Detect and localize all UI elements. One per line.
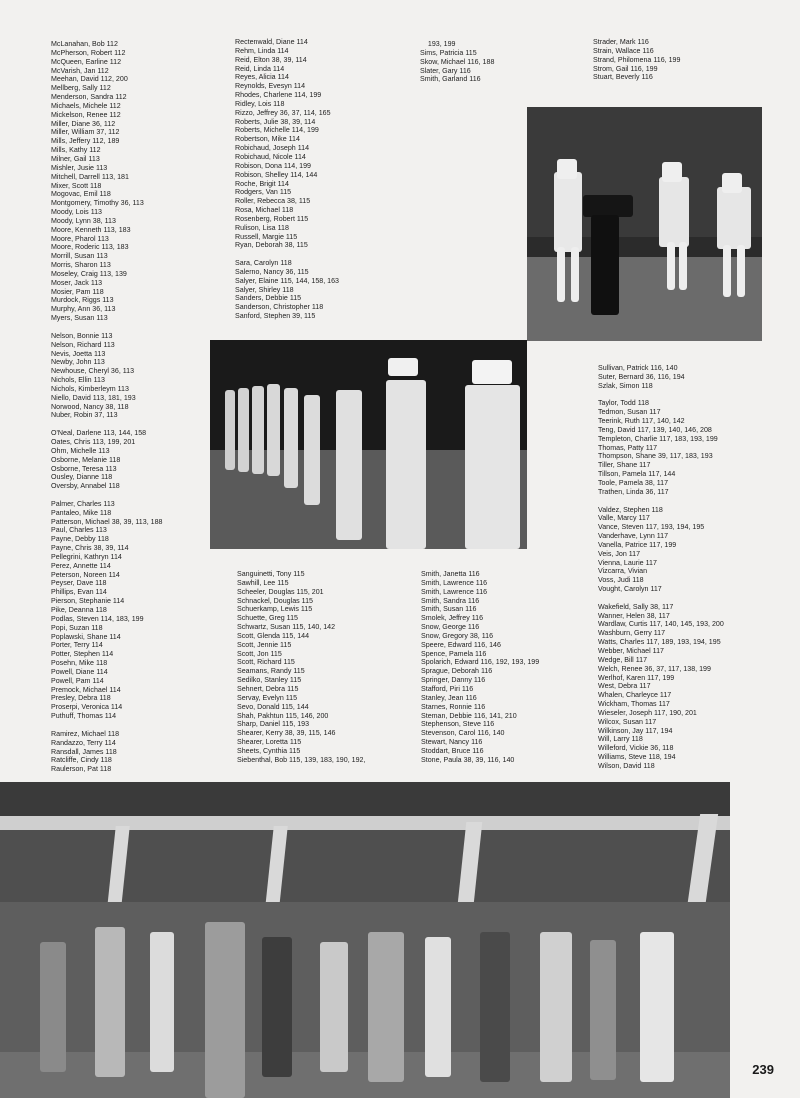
index-entry: Werlhof, Karen 117, 199 [598, 673, 675, 682]
index-entry: Stuart, Beverly 116 [593, 73, 653, 82]
index-entry: Valle, Marcy 117 [598, 514, 650, 523]
index-entry: Smith, Lawrence 116 [421, 578, 488, 587]
index-entry: Mogovac, Emil 118 [51, 190, 111, 199]
index-entry: Moody, Lois 113 [51, 208, 102, 217]
index-entry: Tedmon, Susan 117 [598, 408, 661, 417]
index-entry: Oates, Chris 113, 199, 201 [51, 437, 136, 446]
index-entry: Podlas, Steven 114, 183, 199 [51, 614, 144, 623]
index-entry: Servay, Evelyn 115 [237, 693, 298, 702]
index-entry: Steman, Debbie 116, 141, 210 [421, 711, 517, 720]
index-entry: Patterson, Michael 38, 39, 113, 188 [51, 517, 163, 526]
index-entry: Sheets, Cynthia 115 [237, 746, 301, 755]
index-entry: Washburn, Gerry 117 [598, 629, 666, 638]
index-entry: Wakefield, Sally 38, 117 [598, 602, 674, 611]
index-entry: Springer, Danny 116 [421, 676, 486, 685]
index-entry: Roller, Rebecca 38, 115 [235, 197, 311, 206]
index-entry: Phillips, Evan 114 [51, 588, 107, 597]
index-entry: Porter, Terry 114 [51, 641, 103, 650]
index-entry: Smolek, Jeffrey 116 [421, 614, 484, 623]
index-entry: Ryan, Deborah 38, 115 [235, 241, 308, 250]
index-entry: Strand, Philomena 116, 199 [593, 55, 681, 64]
index-entry: Siebenthal, Bob 115, 139, 183, 190, 192, [237, 755, 366, 764]
index-entry: Smith, Susan 116 [421, 605, 477, 614]
index-entry: Scott, Jon 115 [237, 649, 282, 658]
index-entry: Ohm, Michelle 113 [51, 446, 110, 455]
marching-band-photo [210, 340, 527, 549]
index-entry: Murphy, Ann 36, 113 [51, 305, 116, 314]
index-entry: Nevis, Joetta 113 [51, 349, 106, 358]
index-entry: McQueen, Earline 112 [51, 57, 122, 66]
index-entry: Mixer, Scott 118 [51, 181, 102, 190]
index-entry: Scheeler, Douglas 115, 201 [237, 587, 324, 596]
index-entry: Reynolds, Evesyn 114 [235, 82, 306, 91]
index-entry: Osborne, Teresa 113 [51, 464, 117, 473]
index-entry: Myers, Susan 113 [51, 314, 108, 323]
index-entry: Potter, Stephen 114 [51, 650, 114, 659]
index-entry: Mosier, Pam 118 [51, 287, 104, 296]
index-entry: Slater, Gary 116 [420, 66, 471, 75]
index-entry: Sharp, Daniel 115, 193 [237, 720, 310, 729]
index-entry: Scott, Richard 115 [237, 658, 295, 667]
index-entry: Szlak, Simon 118 [598, 381, 653, 390]
index-entry: Welch, Renee 36, 37, 117, 138, 199 [598, 664, 711, 673]
index-entry: Payne, Debby 118 [51, 535, 109, 544]
index-entry: Roberts, Michelle 114, 199 [235, 126, 319, 135]
index-entry: Moore, Roderic 113, 183 [51, 243, 129, 252]
index-entry: Osborne, Melanie 118 [51, 455, 121, 464]
index-entry: Premock, Michael 114 [51, 685, 121, 694]
index-entry: Stewart, Nancy 116 [421, 738, 483, 747]
index-entry: Wilcox, Susan 117 [598, 717, 657, 726]
index-entry: Morrill, Susan 113 [51, 252, 108, 261]
index-entry: Schuette, Greg 115 [237, 614, 298, 623]
index-entry: Robichaud, Nicole 114 [235, 152, 306, 161]
index-entry: Tiller, Shane 117 [598, 461, 651, 470]
index-entry: Meehan, David 112, 200 [51, 75, 128, 84]
index-entry: McLanahan, Bob 112 [51, 40, 118, 48]
index-entry: Sehnert, Debra 115 [237, 684, 299, 693]
index-entry: Stephenson, Steve 116 [421, 720, 495, 729]
index-entry: Teng, David 117, 139, 140, 146, 208 [598, 425, 712, 434]
index-entry: Vienna, Laurie 117 [598, 558, 657, 567]
index-entry: Peyser, Dave 118 [51, 579, 107, 588]
index-entry: Wilkinson, Jay 117, 194 [598, 726, 673, 735]
index-entry: Spolarich, Edward 116, 192, 193, 199 [421, 658, 540, 667]
index-entry: O'Neal, Darlene 113, 144, 158 [51, 429, 147, 438]
index-entry: Nichols, Kimberleym 113 [51, 384, 129, 393]
index-entry: Teerink, Ruth 117, 140, 142 [598, 417, 685, 426]
index-entry: Miller, Diane 36, 112 [51, 119, 116, 128]
index-entry: Robison, Shelley 114, 144 [235, 170, 318, 179]
index-entry: Montgomery, Timothy 36, 113 [51, 199, 144, 208]
index-entry: Sullivan, Patrick 116, 140 [598, 364, 678, 372]
index-entry: Templeton, Charlie 117, 183, 193, 199 [598, 434, 718, 443]
index-entry: Oversby, Annabel 118 [51, 482, 120, 491]
index-column-4 [420, 40, 494, 84]
index-entry: Snow, Gregory 38, 116 [421, 631, 494, 640]
index-entry: Stevenson, Carol 116, 140 [421, 729, 505, 738]
index-entry: Stone, Paula 38, 39, 116, 140 [421, 755, 515, 764]
index-entry: Perez, Annette 114 [51, 561, 111, 570]
index-entry: Stafford, Piri 116 [421, 684, 474, 693]
index-entry: Menderson, Sandra 112 [51, 93, 127, 102]
index-entry: Pellegrini, Kathryn 114 [51, 552, 122, 561]
index-entry: Mellberg, Sally 112 [51, 84, 111, 93]
index-entry: Stanley, Jean 116 [421, 693, 477, 702]
index-entry: Smith, Garland 116 [420, 75, 481, 84]
index-entry: Valdez, Stephen 118 [598, 505, 663, 514]
index-entry: Spence, Pamela 116 [421, 649, 487, 658]
index-entry: Roche, Brigit 114 [235, 179, 289, 188]
index-entry: Tillson, Pamela 117, 144 [598, 470, 676, 479]
index-entry: Wieseler, Joseph 117, 190, 201 [598, 708, 697, 717]
index-entry: Moody, Lynn 38, 113 [51, 216, 116, 225]
index-entry: Smith, Janetta 116 [421, 570, 480, 578]
index-entry: Raulerson, Pat 118 [51, 765, 112, 774]
index-entry: Posehn, Mike 118 [51, 659, 108, 668]
index-entry: Sara, Carolyn 118 [235, 259, 292, 268]
index-entry: Sanderson, Christopher 118 [235, 303, 324, 312]
index-entry: Strader, Mark 116 [593, 38, 649, 46]
index-entry: Strain, Wallace 116 [593, 46, 654, 55]
index-entry: Whalen, Charleyce 117 [598, 691, 672, 700]
index-entry: Powell, Pam 114 [51, 676, 104, 685]
index-entry: Vance, Steven 117, 193, 194, 195 [598, 523, 705, 532]
index-entry: Reyes, Alicia 114 [235, 73, 289, 82]
index-entry: Wardlaw, Curtis 117, 140, 145, 193, 200 [598, 620, 724, 629]
index-entry: Proserpi, Veronica 114 [51, 703, 123, 712]
index-entry: Newby, John 113 [51, 358, 105, 367]
majorettes-photo [527, 107, 762, 341]
index-entry: Rehm, Linda 114 [235, 46, 289, 55]
index-entry: Rosa, Michael 118 [235, 206, 294, 215]
index-entry: Puthuff, Thomas 114 [51, 712, 117, 721]
index-entry: McVarish, Jan 112 [51, 66, 109, 75]
index-column-6 [593, 38, 680, 82]
index-entry: Pierson, Stephanie 114 [51, 597, 125, 606]
index-entry: Sanguinetti, Tony 115 [237, 570, 305, 578]
index-entry: Miller, William 37, 112 [51, 128, 120, 137]
index-entry: Pike, Deanna 118 [51, 606, 107, 614]
index-entry: Robertson, Mike 114 [235, 135, 300, 144]
index-entry: Shearer, Loretta 115 [237, 738, 302, 747]
index-entry: Michaels, Michele 112 [51, 101, 121, 110]
index-entry: Watts, Charles 117, 189, 193, 194, 195 [598, 638, 721, 647]
index-entry: Shearer, Kerry 38, 39, 115, 146 [237, 729, 336, 738]
index-entry: Palmer, Charles 113 [51, 499, 115, 508]
index-entry: McPherson, Robert 112 [51, 48, 126, 57]
index-entry: Russell, Margie 115 [235, 232, 298, 241]
index-entry: Mitchell, Darrell 113, 181 [51, 172, 129, 181]
index-entry: Rodgers, Van 115 [235, 188, 292, 197]
index-entry: Sims, Patricia 115 [420, 48, 477, 57]
index-entry: Sanders, Debbie 115 [235, 294, 302, 303]
index-entry: Stoddart, Bruce 116 [421, 746, 484, 755]
index-entry: Seamans, Randy 115 [237, 667, 305, 676]
index-entry: Moser, Jack 113 [51, 278, 103, 287]
index-column-5 [421, 570, 539, 765]
index-entry: Sprague, Deborah 116 [421, 667, 493, 676]
index-entry: Nelson, Bonnie 113 [51, 331, 113, 340]
index-entry: Ramirez, Michael 118 [51, 729, 120, 738]
index-entry: Salyer, Elaine 115, 144, 158, 163 [235, 276, 339, 285]
index-entry: 193, 199 [420, 40, 456, 48]
index-entry: Starnes, Ronnie 116 [421, 702, 486, 711]
index-entry: Skow, Michael 116, 188 [420, 57, 495, 66]
index-entry: Murdock, Riggs 113 [51, 296, 114, 305]
index-entry: Rhodes, Charlene 114, 199 [235, 91, 322, 100]
index-entry: Popi, Suzan 118 [51, 623, 103, 632]
index-entry: Nuber, Robin 37, 113 [51, 411, 118, 420]
index-column-3 [237, 570, 365, 765]
index-entry: Voss, Judi 118 [598, 576, 644, 585]
index-entry: West, Debra 117 [598, 682, 651, 691]
index-entry: Wanner, Helen 38, 117 [598, 611, 670, 620]
index-entry: Rizzo, Jeffrey 36, 37, 114, 165 [235, 108, 331, 117]
index-entry: Moore, Kenneth 113, 183 [51, 225, 131, 234]
index-entry: Ridley, Lois 118 [235, 99, 285, 108]
index-entry: Mickelson, Renee 112 [51, 110, 121, 119]
index-entry: Scott, Jennie 115 [237, 640, 292, 649]
index-entry: Rosenberg, Robert 115 [235, 214, 309, 223]
index-entry: Trathen, Linda 36, 117 [598, 487, 669, 496]
index-entry: Toole, Pamela 38, 117 [598, 478, 669, 487]
index-entry: Webber, Michael 117 [598, 647, 664, 655]
index-entry: Niello, David 113, 181, 193 [51, 393, 136, 402]
index-entry: Morris, Sharon 113 [51, 261, 111, 270]
index-entry: Snow, George 116 [421, 623, 480, 632]
index-entry: Mills, Jeffery 112, 189 [51, 137, 120, 146]
index-entry: Pantaleo, Mike 118 [51, 508, 112, 517]
index-entry: Suter, Bernard 36, 116, 194 [598, 372, 685, 381]
index-entry: Presley, Debra 118 [51, 694, 111, 703]
index-entry: Smith, Lawrence 116 [421, 587, 488, 596]
index-entry: Sanford, Stephen 39, 115 [235, 312, 316, 321]
index-entry: Moore, Pharol 113 [51, 234, 109, 243]
index-entry: Poplawski, Shane 114 [51, 632, 121, 641]
index-entry: Randazzo, Terry 114 [51, 738, 116, 747]
index-entry: Will, Larry 118 [598, 735, 643, 744]
index-entry: Norwood, Nancy 38, 118 [51, 402, 129, 411]
index-entry: Ransdall, James 118 [51, 747, 117, 756]
index-entry: Vizcarra, Vivian [598, 567, 648, 576]
index-entry: Rectenwald, Diane 114 [235, 38, 308, 46]
index-entry: Shah, Pakhtun 115, 146, 200 [237, 711, 329, 720]
index-entry: Veis, Jon 117 [598, 549, 641, 558]
index-entry: Ratcliffe, Cindy 118 [51, 756, 112, 765]
index-entry: Thompson, Shane 39, 117, 183, 193 [598, 452, 713, 461]
index-entry: Payne, Chris 38, 39, 114 [51, 544, 129, 553]
index-entry: Milner, Gail 113 [51, 154, 100, 163]
index-entry: Robison, Dona 114, 199 [235, 161, 311, 170]
index-entry: Schnackel, Douglas 115 [237, 596, 313, 605]
index-entry: Newhouse, Cheryl 36, 113 [51, 367, 135, 376]
index-entry: Rulison, Lisa 118 [235, 223, 289, 232]
index-entry: Reid, Elton 38, 39, 114 [235, 55, 307, 64]
index-entry: Salerno, Nancy 36, 115 [235, 267, 309, 276]
index-entry: Mills, Kathy 112 [51, 146, 101, 155]
index-entry: Robichaud, Joseph 114 [235, 144, 310, 153]
index-entry: Smith, Sandra 116 [421, 596, 480, 605]
index-entry: Peterson, Noreen 114 [51, 570, 120, 579]
index-entry: Williams, Steve 118, 194 [598, 753, 676, 762]
index-entry: Strom, Gail 116, 199 [593, 64, 658, 73]
page-number: 239 [752, 1062, 774, 1077]
index-entry: Sedilko, Stanley 115 [237, 676, 302, 685]
index-entry: Paul, Charles 113 [51, 526, 107, 535]
index-entry: Sawhill, Lee 115 [237, 578, 289, 587]
index-entry: Vanderhave, Lynn 117 [598, 532, 669, 541]
index-entry: Taylor, Todd 118 [598, 399, 650, 408]
index-entry: Moseley, Craig 113, 139 [51, 269, 127, 278]
index-entry: Powell, Diane 114 [51, 667, 108, 676]
index-entry: Willeford, Vickie 36, 118 [598, 744, 674, 753]
index-entry: Vanella, Patrice 117, 199 [598, 540, 677, 549]
index-entry: Schuerkamp, Lewis 115 [237, 605, 313, 614]
index-column-7 [598, 364, 724, 771]
index-entry: Thomas, Patty 117 [598, 443, 658, 452]
index-entry: Wilson, David 118 [598, 761, 655, 770]
index-entry: Vought, Carolyn 117 [598, 585, 662, 594]
index-column-2 [235, 38, 339, 321]
crowd-photo [0, 782, 730, 1098]
index-entry: Reid, Linda 114 [235, 64, 285, 73]
index-entry: Scott, Glenda 115, 144 [237, 631, 310, 640]
index-entry: Salyer, Shirley 118 [235, 285, 294, 294]
index-entry: Nichols, Ellin 113 [51, 376, 105, 385]
index-entry: Mishler, Jusie 113 [51, 163, 108, 172]
index-entry: Speere, Edward 116, 146 [421, 640, 501, 649]
index-entry: Ousley, Dianne 118 [51, 473, 113, 482]
index-entry: Wedge, Bill 117 [598, 655, 648, 664]
index-entry: Schwartz, Susan 115, 140, 142 [237, 623, 336, 632]
index-entry: Wickham, Thomas 117 [598, 700, 670, 709]
index-entry: Nelson, Richard 113 [51, 340, 115, 349]
index-entry: Sevo, Donald 115, 144 [237, 702, 309, 711]
index-entry: Roberts, Julie 38, 39, 114 [235, 117, 316, 126]
index-column-1 [51, 40, 162, 774]
